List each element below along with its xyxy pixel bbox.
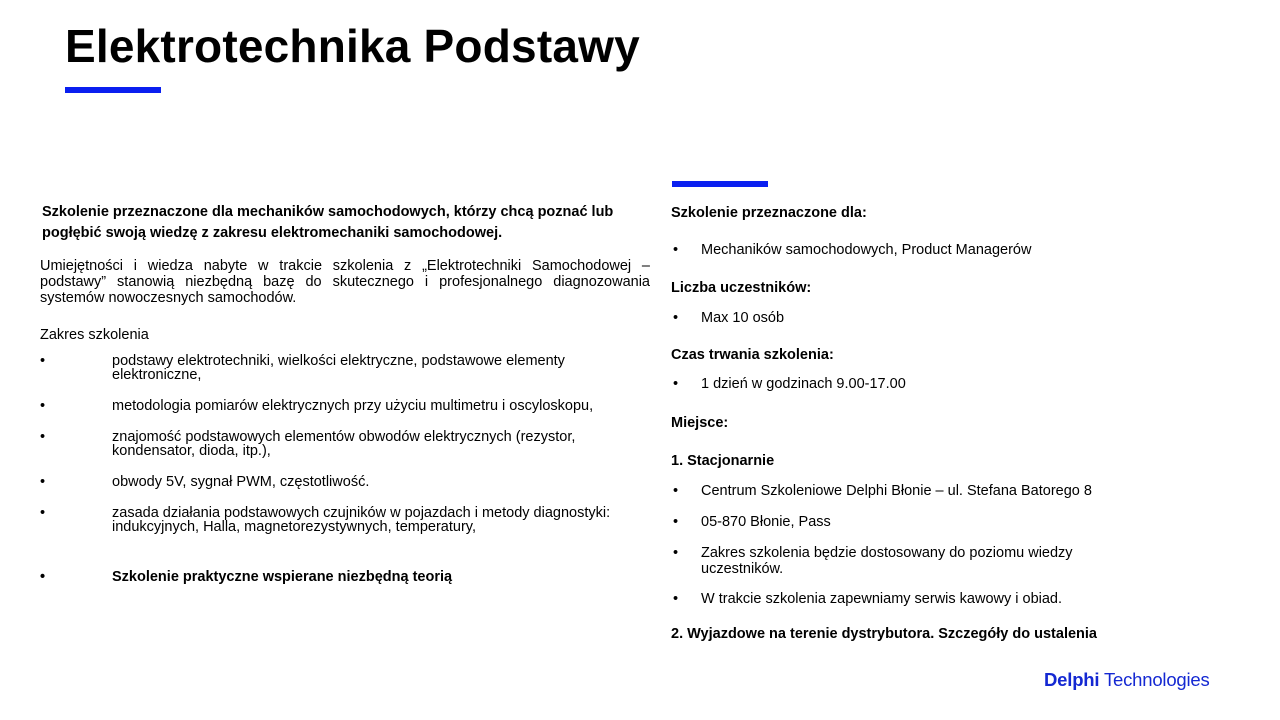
onsite-heading: 2. Wyjazdowe na terenie dystrybutora. Szczegóły do ustalenia	[671, 626, 1097, 642]
bullet-icon: •	[673, 591, 679, 607]
stationary-item-text: 05-870 Błonie, Pass	[701, 514, 831, 530]
scope-item-text: znajomość podstawowych elementów obwodów elektrycznych (rezystor, kondensator, dioda, itp.),	[112, 429, 576, 459]
page-title: Elektrotechnika Podstawy	[65, 20, 640, 72]
list-item	[40, 354, 650, 382]
audience-list	[671, 242, 1231, 258]
place-heading: Miejsce:	[671, 415, 729, 431]
logo-suffix: Technologies	[1103, 669, 1210, 690]
list-item	[40, 475, 650, 489]
bullet-icon: •	[673, 310, 679, 326]
list-item	[671, 514, 1231, 530]
list-item	[40, 430, 650, 458]
bullet-icon: •	[673, 483, 679, 499]
list-item	[671, 591, 1231, 607]
scope-item-text: zasada działania podstawowych czujników w pojazdach i metody diagnostyki: indukcyjnych, Halla, magnetorezystywnych, temperatury,	[112, 505, 611, 535]
stationary-heading: 1. Stacjonarnie	[671, 453, 775, 469]
scope-item-text: obwody 5V, sygnał PWM, częstotliwość.	[112, 474, 370, 490]
list-item	[40, 399, 650, 413]
course-details-column	[671, 203, 1231, 644]
list-item	[671, 376, 1231, 392]
delphi-technologies-logo	[1044, 668, 1210, 692]
logo-brand: Delphi	[1044, 669, 1100, 690]
duration-list	[671, 376, 1231, 392]
bullet-icon: •	[673, 514, 679, 530]
stationary-item-text: Centrum Szkoleniowe Delphi Błonie – ul. Stefana Batorego 8	[701, 483, 1092, 499]
stationary-item-text: W trakcie szkolenia zapewniamy serwis kawowy i obiad.	[701, 591, 1063, 607]
participants-list	[671, 310, 1231, 326]
duration-item-text: 1 dzień w godzinach 9.00-17.00	[701, 376, 906, 392]
list-item	[671, 242, 1231, 258]
participants-heading: Liczba uczestników:	[671, 280, 812, 296]
bullet-icon: •	[40, 429, 46, 445]
practical-training-item	[40, 569, 650, 585]
scope-heading: Zakres szkolenia	[40, 327, 149, 343]
bullet-icon: •	[673, 545, 679, 561]
list-item	[671, 545, 1231, 577]
bullet-icon: •	[40, 398, 46, 414]
duration-heading: Czas trwania szkolenia:	[671, 347, 834, 363]
audience-heading: Szkolenie przeznaczone dla:	[671, 205, 867, 221]
course-intro-text: Umiejętności i wiedza nabyte w trakcie szkolenia z „Elektrotechniki Samochodowej – podstawy” stanowią niezbędną bazę do skutecznego i profesjonalnego diagnozowania systemów nowoczesnych samochodów.	[40, 258, 650, 306]
participants-item-text: Max 10 osób	[701, 310, 785, 326]
bullet-icon: •	[673, 376, 679, 392]
scope-list	[40, 354, 650, 585]
bullet-icon: •	[673, 242, 679, 258]
bullet-icon: •	[40, 474, 46, 490]
right-column-accent-bar	[672, 181, 768, 187]
course-description-column	[40, 202, 650, 602]
stationary-list	[671, 483, 1231, 607]
scope-item-text: metodologia pomiarów elektrycznych przy użyciu multimetru i oscyloskopu,	[112, 398, 594, 414]
stationary-item-text: Zakres szkolenia będzie dostosowany do poziomu wiedzy uczestników.	[701, 545, 1073, 577]
bullet-icon: •	[40, 353, 46, 369]
scope-item-text: podstawy elektrotechniki, wielkości elektryczne, podstawowe elementy elektroniczne,	[112, 353, 565, 383]
title-accent-bar	[65, 87, 161, 93]
bullet-icon: •	[40, 505, 46, 521]
list-item	[671, 310, 1231, 326]
course-intro-bold: Szkolenie przeznaczone dla mechaników samochodowych, którzy chcą poznać lub pogłębić swoją wiedzę z zakresu elektromechaniki samochodowej.	[42, 204, 614, 241]
list-item	[40, 506, 650, 534]
practical-training-text: Szkolenie praktyczne wspierane niezbędną teorią	[112, 569, 453, 585]
list-item	[671, 483, 1231, 499]
audience-item-text: Mechaników samochodowych, Product Managerów	[701, 242, 1032, 258]
bullet-icon: •	[40, 569, 46, 585]
